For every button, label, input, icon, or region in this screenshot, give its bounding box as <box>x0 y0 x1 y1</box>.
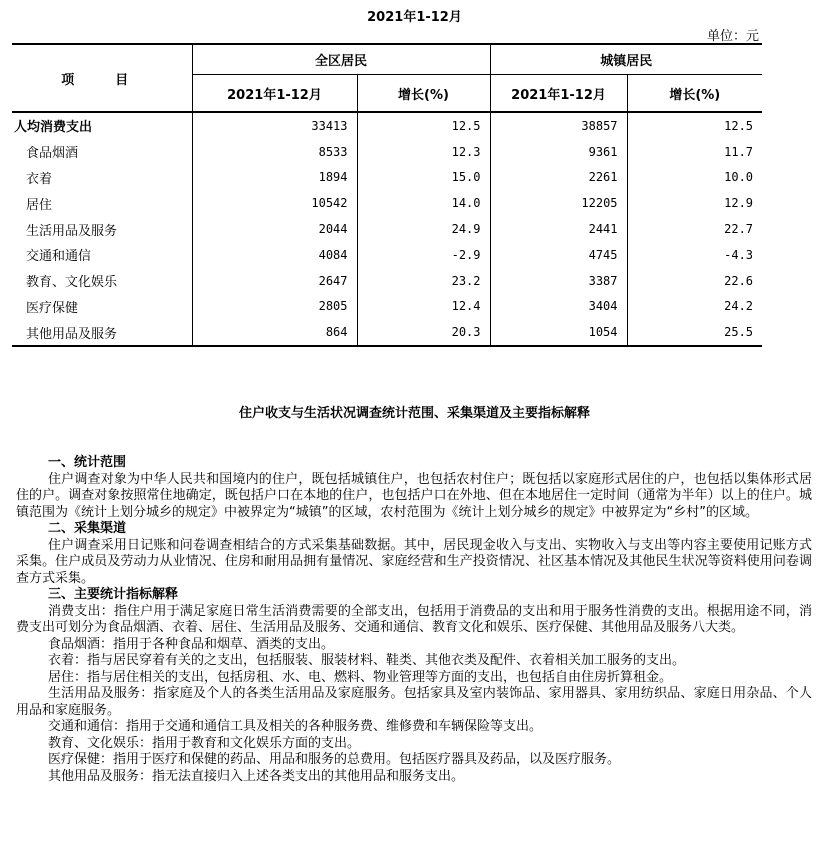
urban-value-cell: 2261 <box>490 165 627 191</box>
row-name: 居住 <box>26 197 53 213</box>
section-paragraph: 交通和通信：指用于交通和通信工具及相关的各种服务费、维修费和车辆保险等支出。 <box>48 719 543 734</box>
urban-value-cell: 4745 <box>490 242 627 268</box>
all-value-cell: 2044 <box>192 216 357 242</box>
subheader-urban-growth: 增长(%) <box>627 75 762 113</box>
urban-value-cell: 3404 <box>490 294 627 320</box>
urban-growth-cell: -4.3 <box>627 242 762 268</box>
group-header-all-residents: 全区居民 <box>192 44 490 75</box>
all-value-cell: 864 <box>192 319 357 346</box>
table-row <box>12 242 762 268</box>
urban-growth-cell: 11.7 <box>627 139 762 165</box>
row-name: 生活用品及服务 <box>26 223 118 239</box>
section-paragraph: 生活用品及服务：指家庭及个人的各类生活用品及家庭服务。包括家具及室内装饰品、家用器具、家用纺织品、家庭日用杂品、个人用品和家庭服务。 <box>16 686 812 718</box>
section-paragraph: 医疗保健：指用于医疗和保健的药品、用品和服务的总费用。包括医疗器具及药品，以及医疗服务。 <box>48 752 621 767</box>
section-heading: 一、统计范围 <box>48 455 127 470</box>
row-name: 食品烟酒 <box>26 146 79 162</box>
urban-value-cell: 12205 <box>490 190 627 216</box>
section-paragraph: 衣着：指与居民穿着有关的之支出，包括服装、服装材料、鞋类、其他衣类及配件、衣着相关加工服务的支出。 <box>48 653 686 668</box>
urban-value-cell: 3387 <box>490 268 627 294</box>
all-value-cell: 33413 <box>192 112 357 139</box>
unit-label: 单位：元 <box>706 29 759 44</box>
all-value-cell: 8533 <box>192 139 357 165</box>
all-growth-cell: 23.2 <box>357 268 490 294</box>
section-heading: 二、采集渠道 <box>48 521 127 536</box>
section-paragraph: 住户调查对象为中华人民共和国境内的住户，既包括城镇住户，也包括农村住户；既包括以家庭形式居住的户，也包括以集体形式居住的户。调查对象按照常住地确定，既包括户口在本地的住户，也包括户口在外地、但在本地居住一定时间（通常为半年）以上的住户。城镇范围为《统计上划分城乡的规定》中被界定为“城镇”的区域，农村范围为《统计上划分城乡的规定》中被界定为“乡村”的区域。 <box>16 471 812 520</box>
urban-value-cell: 9361 <box>490 139 627 165</box>
all-value-cell: 2805 <box>192 294 357 320</box>
section-heading: 三、主要统计指标解释 <box>48 587 179 602</box>
table-row <box>12 319 762 346</box>
all-growth-cell: 14.0 <box>357 190 490 216</box>
row-name: 医疗保健 <box>26 300 79 316</box>
table-row <box>12 112 762 139</box>
all-growth-cell: 12.3 <box>357 139 490 165</box>
all-value-cell: 1894 <box>192 165 357 191</box>
urban-value-cell: 38857 <box>490 112 627 139</box>
urban-growth-cell: 25.5 <box>627 319 762 346</box>
all-growth-cell: 12.4 <box>357 294 490 320</box>
table-row <box>12 268 762 294</box>
all-growth-cell: 12.5 <box>357 112 490 139</box>
doc-title: 住户收支与生活状况调查统计范围、采集渠道及主要指标解释 <box>238 406 590 421</box>
urban-growth-cell: 22.7 <box>627 216 762 242</box>
urban-growth-cell: 10.0 <box>627 165 762 191</box>
row-name: 交通和通信 <box>26 249 92 265</box>
consumption-table <box>12 43 762 347</box>
group-header-urban-residents: 城镇居民 <box>490 44 762 75</box>
section-paragraph: 住户调查采用日记账和问卷调查相结合的方式采集基础数据。其中，居民现金收入与支出、实物收入与支出等内容主要使用记账方式采集。住户成员及劳动力从业情况、住房和耐用品拥有量情况、家庭经营和生产投资情况、社区基本情况及其他民生状况等资料使用问卷调查方式采集。 <box>16 537 812 586</box>
row-name: 人均消费支出 <box>14 120 93 136</box>
subheader-all-growth: 增长(%) <box>357 75 490 113</box>
table-row <box>12 294 762 320</box>
table-period-title: 2021年1-12月 <box>367 10 462 25</box>
urban-value-cell: 2441 <box>490 216 627 242</box>
urban-growth-cell: 12.5 <box>627 112 762 139</box>
section-paragraph: 教育、文化娱乐：指用于教育和文化娱乐方面的支出。 <box>48 735 361 751</box>
all-growth-cell: 20.3 <box>357 319 490 346</box>
section-paragraph: 其他用品及服务：指无法直接归入上述各类支出的其他用品和服务支出。 <box>48 768 465 784</box>
doc-content <box>16 455 812 785</box>
table-row <box>12 190 762 216</box>
row-name: 其他用品及服务 <box>12 319 192 346</box>
section-paragraph: 食品烟酒：指用于各种食品和烟草、酒类的支出。 <box>48 636 335 652</box>
row-name: 教育、文化娱乐 <box>26 275 118 291</box>
all-growth-cell: -2.9 <box>357 242 490 268</box>
subheader-all-period: 2021年1-12月 <box>192 75 357 113</box>
subheader-urban-period: 2021年1-12月 <box>490 75 627 113</box>
table-body <box>12 112 762 346</box>
table-row <box>12 165 762 191</box>
table-row <box>12 139 762 165</box>
urban-growth-cell: 12.9 <box>627 190 762 216</box>
all-growth-cell: 24.9 <box>357 216 490 242</box>
row-name: 衣着 <box>26 171 53 187</box>
table-row <box>12 216 762 242</box>
section-paragraph: 居住：指与居住相关的支出，包括房租、水、电、燃料、物业管理等方面的支出，也包括自由住房折算租金。 <box>48 669 673 685</box>
urban-growth-cell: 24.2 <box>627 294 762 320</box>
item-column-header: 项 目 <box>12 44 192 112</box>
all-value-cell: 4084 <box>192 242 357 268</box>
all-value-cell: 10542 <box>192 190 357 216</box>
all-growth-cell: 15.0 <box>357 165 490 191</box>
urban-growth-cell: 22.6 <box>627 268 762 294</box>
urban-value-cell: 1054 <box>490 319 627 346</box>
all-value-cell: 2647 <box>192 268 357 294</box>
section-paragraph: 消费支出：指住户用于满足家庭日常生活消费需要的全部支出，包括用于消费品的支出和用于服务性消费的支出。根据用途不同，消费支出可划分为食品烟酒、衣着、居住、生活用品及服务、交通和通信、教育文化和娱乐、医疗保健、其他用品及服务八大类。 <box>16 603 812 635</box>
